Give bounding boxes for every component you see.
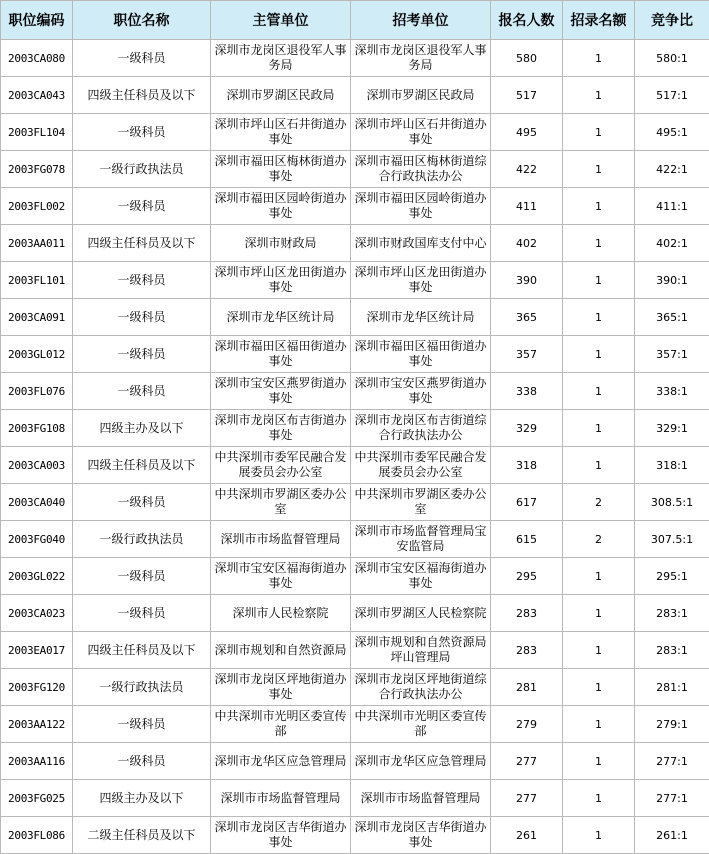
cell-quota: 1 xyxy=(563,817,635,854)
cell-competition-ratio: 365:1 xyxy=(635,299,709,336)
cell-applicants: 390 xyxy=(491,262,563,299)
table-row xyxy=(1,114,709,151)
cell-recruiting-unit: 深圳市坪山区龙田街道办事处 xyxy=(351,262,491,299)
cell-competition-ratio: 318:1 xyxy=(635,447,709,484)
cell-quota: 1 xyxy=(563,780,635,817)
cell-competition-ratio: 495:1 xyxy=(635,114,709,151)
cell-quota: 1 xyxy=(563,669,635,706)
cell-recruiting-unit: 深圳市罗湖区人民检察院 xyxy=(351,595,491,632)
cell-position-code: 2003FG025 xyxy=(1,780,73,817)
cell-position-name: 一级科员 xyxy=(73,262,211,299)
header-row xyxy=(1,1,709,40)
cell-recruiting-unit: 深圳市宝安区燕罗街道办事处 xyxy=(351,373,491,410)
cell-recruiting-unit: 深圳市龙岗区退役军人事务局 xyxy=(351,40,491,77)
cell-applicants: 517 xyxy=(491,77,563,114)
table-row xyxy=(1,558,709,595)
header-position-code: 职位编码 xyxy=(1,1,73,40)
cell-position-name: 一级科员 xyxy=(73,595,211,632)
cell-recruiting-unit: 深圳市福田区梅林街道综合行政执法办公 xyxy=(351,151,491,188)
cell-quota: 1 xyxy=(563,632,635,669)
cell-competition-ratio: 580:1 xyxy=(635,40,709,77)
cell-position-name: 四级主任科员及以下 xyxy=(73,447,211,484)
cell-quota: 1 xyxy=(563,40,635,77)
cell-applicants: 261 xyxy=(491,817,563,854)
cell-competition-ratio: 283:1 xyxy=(635,632,709,669)
cell-position-code: 2003FL076 xyxy=(1,373,73,410)
cell-position-name: 一级科员 xyxy=(73,114,211,151)
table-row xyxy=(1,706,709,743)
cell-position-name: 一级科员 xyxy=(73,558,211,595)
cell-recruiting-unit: 深圳市宝安区福海街道办事处 xyxy=(351,558,491,595)
header-supervising-unit: 主管单位 xyxy=(211,1,351,40)
cell-position-code: 2003FG108 xyxy=(1,410,73,447)
cell-applicants: 365 xyxy=(491,299,563,336)
cell-position-name: 四级主任科员及以下 xyxy=(73,632,211,669)
table-row xyxy=(1,780,709,817)
cell-competition-ratio: 283:1 xyxy=(635,595,709,632)
cell-recruiting-unit: 深圳市龙华区统计局 xyxy=(351,299,491,336)
table-row xyxy=(1,225,709,262)
cell-applicants: 411 xyxy=(491,188,563,225)
cell-position-name: 一级科员 xyxy=(73,373,211,410)
cell-competition-ratio: 307.5:1 xyxy=(635,521,709,558)
cell-supervising-unit: 深圳市市场监督管理局 xyxy=(211,521,351,558)
cell-quota: 1 xyxy=(563,595,635,632)
cell-quota: 1 xyxy=(563,299,635,336)
cell-position-name: 四级主任科员及以下 xyxy=(73,225,211,262)
cell-position-code: 2003FL101 xyxy=(1,262,73,299)
cell-supervising-unit: 深圳市龙岗区吉华街道办事处 xyxy=(211,817,351,854)
cell-supervising-unit: 深圳市市场监督管理局 xyxy=(211,780,351,817)
cell-position-name: 一级科员 xyxy=(73,706,211,743)
cell-supervising-unit: 深圳市规划和自然资源局 xyxy=(211,632,351,669)
cell-recruiting-unit: 深圳市龙华区应急管理局 xyxy=(351,743,491,780)
cell-quota: 2 xyxy=(563,521,635,558)
header-recruiting-unit: 招考单位 xyxy=(351,1,491,40)
table-row xyxy=(1,484,709,521)
cell-supervising-unit: 深圳市坪山区龙田街道办事处 xyxy=(211,262,351,299)
cell-quota: 1 xyxy=(563,743,635,780)
cell-competition-ratio: 277:1 xyxy=(635,743,709,780)
cell-supervising-unit: 深圳市龙岗区退役军人事务局 xyxy=(211,40,351,77)
cell-quota: 1 xyxy=(563,262,635,299)
cell-quota: 1 xyxy=(563,77,635,114)
cell-position-code: 2003CA091 xyxy=(1,299,73,336)
cell-recruiting-unit: 深圳市规划和自然资源局坪山管理局 xyxy=(351,632,491,669)
cell-position-code: 2003AA011 xyxy=(1,225,73,262)
table-row xyxy=(1,447,709,484)
table-row xyxy=(1,817,709,854)
cell-applicants: 279 xyxy=(491,706,563,743)
cell-supervising-unit: 中共深圳市委军民融合发展委员会办公室 xyxy=(211,447,351,484)
cell-position-code: 2003FL104 xyxy=(1,114,73,151)
cell-recruiting-unit: 深圳市罗湖区民政局 xyxy=(351,77,491,114)
cell-supervising-unit: 深圳市龙岗区坪地街道办事处 xyxy=(211,669,351,706)
cell-position-code: 2003FL002 xyxy=(1,188,73,225)
cell-applicants: 615 xyxy=(491,521,563,558)
cell-applicants: 318 xyxy=(491,447,563,484)
cell-supervising-unit: 深圳市人民检察院 xyxy=(211,595,351,632)
cell-position-code: 2003FG040 xyxy=(1,521,73,558)
cell-position-name: 一级科员 xyxy=(73,336,211,373)
cell-supervising-unit: 深圳市罗湖区民政局 xyxy=(211,77,351,114)
cell-recruiting-unit: 深圳市市场监督管理局 xyxy=(351,780,491,817)
cell-position-code: 2003CA043 xyxy=(1,77,73,114)
cell-quota: 1 xyxy=(563,558,635,595)
cell-recruiting-unit: 深圳市龙岗区坪地街道综合行政执法办公 xyxy=(351,669,491,706)
table-row xyxy=(1,743,709,780)
cell-recruiting-unit: 深圳市财政国库支付中心 xyxy=(351,225,491,262)
cell-quota: 1 xyxy=(563,373,635,410)
table-row xyxy=(1,188,709,225)
cell-competition-ratio: 517:1 xyxy=(635,77,709,114)
cell-supervising-unit: 深圳市福田区梅林街道办事处 xyxy=(211,151,351,188)
header-applicants: 报名人数 xyxy=(491,1,563,40)
table-row xyxy=(1,336,709,373)
cell-recruiting-unit: 深圳市市场监督管理局宝安监管局 xyxy=(351,521,491,558)
cell-competition-ratio: 329:1 xyxy=(635,410,709,447)
cell-applicants: 283 xyxy=(491,595,563,632)
cell-supervising-unit: 中共深圳市光明区委宣传部 xyxy=(211,706,351,743)
cell-position-code: 2003GL022 xyxy=(1,558,73,595)
cell-quota: 1 xyxy=(563,447,635,484)
cell-supervising-unit: 深圳市福田区园岭街道办事处 xyxy=(211,188,351,225)
cell-supervising-unit: 深圳市龙岗区布吉街道办事处 xyxy=(211,410,351,447)
cell-quota: 1 xyxy=(563,151,635,188)
cell-recruiting-unit: 深圳市福田区福田街道办事处 xyxy=(351,336,491,373)
cell-competition-ratio: 277:1 xyxy=(635,780,709,817)
cell-applicants: 422 xyxy=(491,151,563,188)
cell-supervising-unit: 深圳市宝安区燕罗街道办事处 xyxy=(211,373,351,410)
cell-supervising-unit: 中共深圳市罗湖区委办公室 xyxy=(211,484,351,521)
cell-position-name: 一级行政执法员 xyxy=(73,151,211,188)
table-row xyxy=(1,521,709,558)
cell-applicants: 277 xyxy=(491,780,563,817)
cell-position-name: 一级科员 xyxy=(73,40,211,77)
cell-quota: 1 xyxy=(563,114,635,151)
cell-position-code: 2003CA003 xyxy=(1,447,73,484)
cell-applicants: 495 xyxy=(491,114,563,151)
cell-recruiting-unit: 深圳市坪山区石井街道办事处 xyxy=(351,114,491,151)
table-row xyxy=(1,77,709,114)
cell-competition-ratio: 295:1 xyxy=(635,558,709,595)
header-competition-ratio: 竞争比 xyxy=(635,1,709,40)
cell-applicants: 402 xyxy=(491,225,563,262)
cell-position-name: 四级主办及以下 xyxy=(73,410,211,447)
cell-position-name: 二级主任科员及以下 xyxy=(73,817,211,854)
cell-position-code: 2003EA017 xyxy=(1,632,73,669)
cell-position-name: 一级科员 xyxy=(73,188,211,225)
cell-competition-ratio: 281:1 xyxy=(635,669,709,706)
cell-competition-ratio: 357:1 xyxy=(635,336,709,373)
cell-recruiting-unit: 中共深圳市光明区委宣传部 xyxy=(351,706,491,743)
cell-applicants: 580 xyxy=(491,40,563,77)
cell-position-code: 2003AA122 xyxy=(1,706,73,743)
cell-quota: 1 xyxy=(563,225,635,262)
table-row xyxy=(1,373,709,410)
cell-applicants: 357 xyxy=(491,336,563,373)
cell-supervising-unit: 深圳市坪山区石井街道办事处 xyxy=(211,114,351,151)
table-row xyxy=(1,262,709,299)
cell-supervising-unit: 深圳市财政局 xyxy=(211,225,351,262)
cell-applicants: 295 xyxy=(491,558,563,595)
cell-position-code: 2003AA116 xyxy=(1,743,73,780)
table-row xyxy=(1,410,709,447)
table-row xyxy=(1,669,709,706)
cell-position-code: 2003FG078 xyxy=(1,151,73,188)
cell-recruiting-unit: 中共深圳市罗湖区委办公室 xyxy=(351,484,491,521)
cell-position-name: 一级行政执法员 xyxy=(73,521,211,558)
cell-supervising-unit: 深圳市宝安区福海街道办事处 xyxy=(211,558,351,595)
cell-competition-ratio: 261:1 xyxy=(635,817,709,854)
cell-position-code: 2003CA040 xyxy=(1,484,73,521)
cell-competition-ratio: 402:1 xyxy=(635,225,709,262)
table-body xyxy=(1,40,709,854)
cell-position-name: 四级主办及以下 xyxy=(73,780,211,817)
cell-quota: 2 xyxy=(563,484,635,521)
header-quota: 招录名额 xyxy=(563,1,635,40)
cell-supervising-unit: 深圳市龙华区应急管理局 xyxy=(211,743,351,780)
cell-position-code: 2003FL086 xyxy=(1,817,73,854)
cell-competition-ratio: 411:1 xyxy=(635,188,709,225)
cell-position-name: 一级科员 xyxy=(73,484,211,521)
cell-applicants: 329 xyxy=(491,410,563,447)
cell-position-code: 2003CA023 xyxy=(1,595,73,632)
cell-supervising-unit: 深圳市福田区福田街道办事处 xyxy=(211,336,351,373)
cell-quota: 1 xyxy=(563,336,635,373)
cell-competition-ratio: 279:1 xyxy=(635,706,709,743)
cell-position-code: 2003GL012 xyxy=(1,336,73,373)
cell-competition-ratio: 308.5:1 xyxy=(635,484,709,521)
cell-recruiting-unit: 深圳市龙岗区吉华街道办事处 xyxy=(351,817,491,854)
cell-recruiting-unit: 深圳市龙岗区布吉街道综合行政执法办公 xyxy=(351,410,491,447)
cell-position-name: 一级科员 xyxy=(73,299,211,336)
cell-recruiting-unit: 中共深圳市委军民融合发展委员会办公室 xyxy=(351,447,491,484)
header-position-name: 职位名称 xyxy=(73,1,211,40)
cell-quota: 1 xyxy=(563,188,635,225)
cell-competition-ratio: 338:1 xyxy=(635,373,709,410)
cell-applicants: 617 xyxy=(491,484,563,521)
table-row xyxy=(1,151,709,188)
cell-applicants: 277 xyxy=(491,743,563,780)
cell-quota: 1 xyxy=(563,706,635,743)
cell-position-code: 2003FG120 xyxy=(1,669,73,706)
table-row xyxy=(1,40,709,77)
cell-position-code: 2003CA080 xyxy=(1,40,73,77)
cell-applicants: 338 xyxy=(491,373,563,410)
table-row xyxy=(1,299,709,336)
cell-recruiting-unit: 深圳市福田区园岭街道办事处 xyxy=(351,188,491,225)
cell-supervising-unit: 深圳市龙华区统计局 xyxy=(211,299,351,336)
cell-applicants: 281 xyxy=(491,669,563,706)
table-row xyxy=(1,595,709,632)
cell-competition-ratio: 390:1 xyxy=(635,262,709,299)
cell-position-name: 一级科员 xyxy=(73,743,211,780)
cell-position-name: 四级主任科员及以下 xyxy=(73,77,211,114)
table-row xyxy=(1,632,709,669)
cell-position-name: 一级行政执法员 xyxy=(73,669,211,706)
cell-applicants: 283 xyxy=(491,632,563,669)
cell-competition-ratio: 422:1 xyxy=(635,151,709,188)
cell-quota: 1 xyxy=(563,410,635,447)
